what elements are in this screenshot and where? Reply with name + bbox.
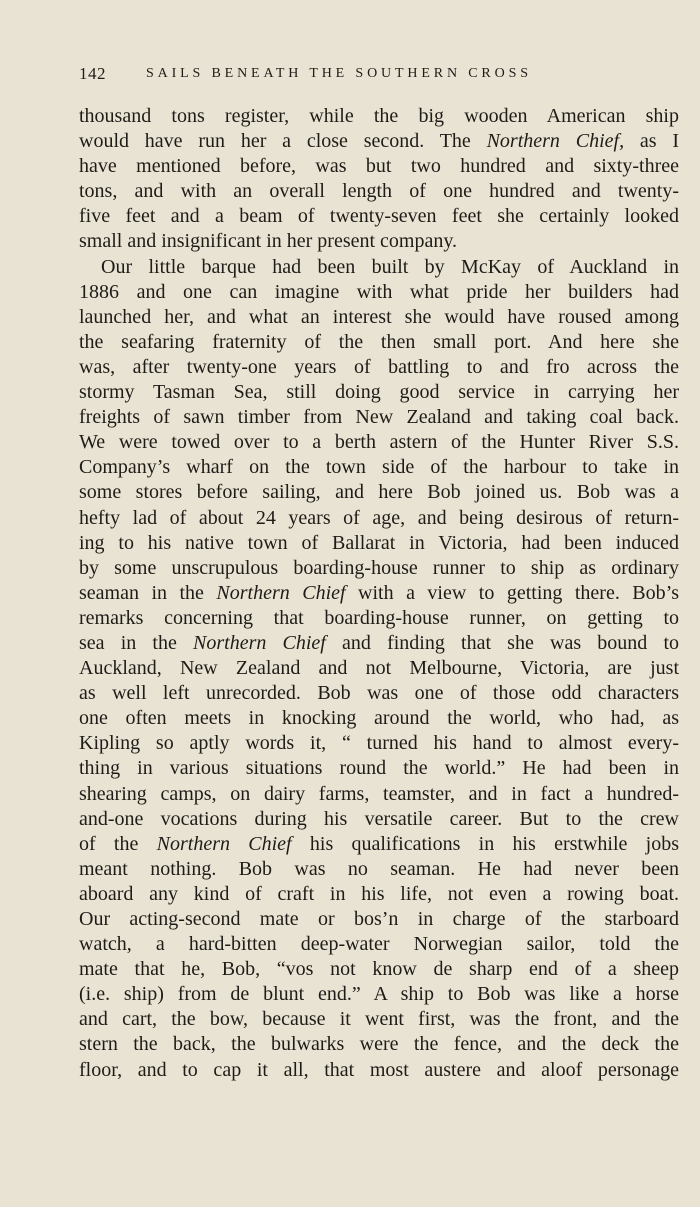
italic-ship-name: Northern Chief, [486,130,625,153]
text-line [79,129,679,154]
text-line [79,631,679,656]
text-line: small and insignificant in her present company. [79,230,458,253]
italic-ship-name: Northern Chief [216,581,346,604]
text-line: Our little barque had been built by McKay of Auckland in [101,255,679,278]
text-line: remarks concerning that boarding-house runner, on getting to [79,606,679,629]
text-line: one often meets in knocking around the world, who had, as [79,707,679,730]
text-line: stern the back, the bulwarks were the fence, and the deck the [79,1033,679,1056]
text-line: and-one vocations during his versatile career. But to the crew [79,807,679,830]
text-line: 1886 and one can imagine with what pride her builders had [79,280,679,303]
text-line: Kipling so aptly words it, “ turned his hand to almost every- [79,732,679,755]
text-line: was, after twenty-one years of battling to and fro across the [79,355,679,378]
text-line: meant nothing. Bob was no seaman. He had never been [79,857,679,880]
text-line: aboard any kind of craft in his life, not even a rowing boat. [79,882,679,905]
text-line: some stores before sailing, and here Bob joined us. Bob was a [79,481,679,504]
text-segment: seaman in the [79,581,217,604]
text-line: and cart, the bow, because it went first, was the front, and the [79,1008,679,1031]
text-line: five feet and a beam of twenty-seven feet she certainly looked [79,205,679,228]
text-line: Company’s wharf on the town side of the harbour to take in [79,456,679,479]
text-line: Auckland, New Zealand and not Melbourne, Victoria, are just [79,657,679,680]
text-line: freights of sawn timber from New Zealand and taking coal back. [79,406,679,429]
text-line: tons, and with an overall length of one hundred and twenty- [79,180,679,203]
running-head [79,64,649,88]
text-line: thing in various situations round the world.” He had been in [79,757,679,780]
text-segment: as I [624,130,679,153]
text-segment: with a view to getting there. Bob’s [345,581,679,604]
text-line: We were towed over to a berth astern of the Hunter River S.S. [79,431,679,454]
text-line: the seafaring fraternity of the then small port. And here she [79,330,679,353]
text-segment: would have run her a close second. The [79,130,487,153]
text-line [79,581,679,606]
body-text [79,104,679,1083]
text-segment: of the [79,832,157,855]
text-segment: sea in the [79,631,194,654]
text-line [79,832,679,857]
text-line: mate that he, Bob, “vos not know de sharp end of a sheep [79,958,679,981]
text-line: hefty lad of about 24 years of age, and being desirous of return- [79,506,679,529]
text-line: thousand tons register, while the big wooden American ship [79,105,679,127]
running-title: SAILS BENEATH THE SOUTHERN CROSS [146,66,532,81]
text-line: launched her, and what an interest she would have roused among [79,305,679,328]
text-segment: his qualifications in his erstwhile jobs [291,832,680,855]
text-line: by some unscrupulous boarding-house runner to ship as ordinary [79,556,679,579]
text-line: stormy Tasman Sea, still doing good service in carrying her [79,381,679,404]
text-line: shearing camps, on dairy farms, teamster, and in fact a hundred- [79,782,679,805]
text-line: have mentioned before, was but two hundred and sixty-three [79,155,679,178]
text-line: (i.e. ship) from de blunt end.” A ship to Bob was like a horse [79,983,679,1006]
text-segment: and finding that she was bound to [325,631,679,654]
italic-ship-name: Northern Chief [156,832,292,855]
text-line: Our acting-second mate or bos’n in charge of the starboard [79,908,679,930]
page-number: 142 [79,64,106,83]
text-line: ing to his native town of Ballarat in Victoria, had been induced [79,531,679,554]
text-line: as well left unrecorded. Bob was one of those odd characters [79,682,679,705]
text-line: floor, and to cap it all, that most austere and aloof personage [79,1058,679,1081]
italic-ship-name: Northern Chief [193,631,326,654]
text-line: watch, a hard-bitten deep-water Norwegian sailor, told the [79,933,679,956]
